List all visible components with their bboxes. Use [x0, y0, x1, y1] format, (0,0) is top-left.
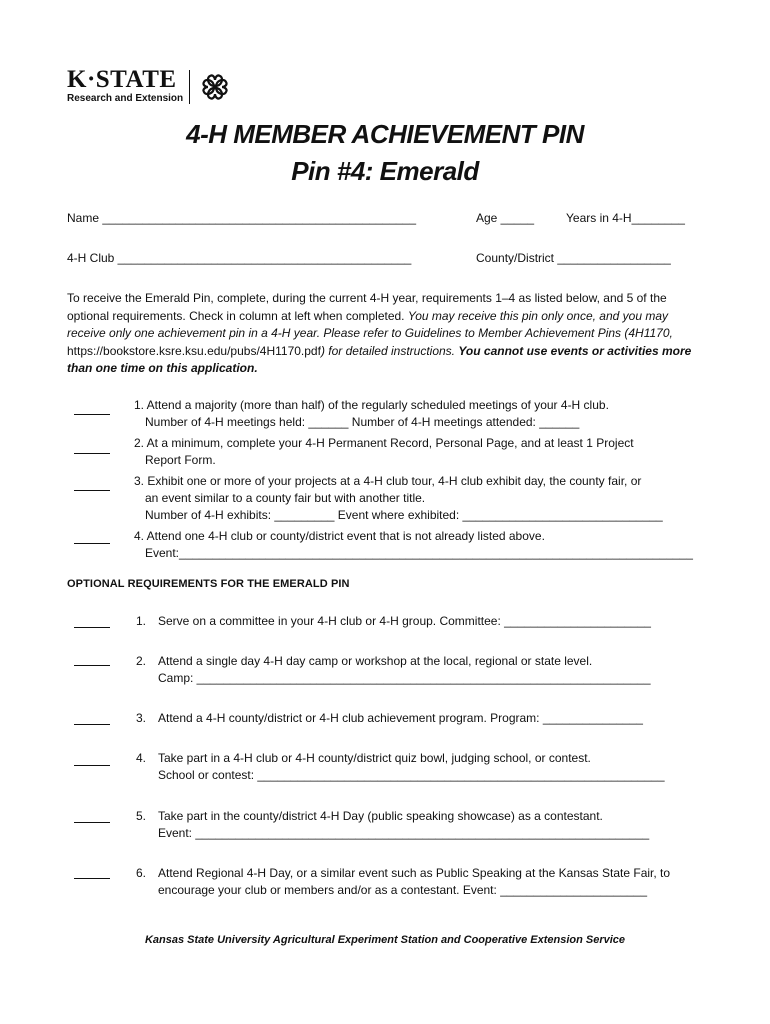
requirement-subtext[interactable]: Number of 4-H meetings held: ______ Number of 4-H meetings attended: ______ [145, 415, 580, 429]
optional-requirement-5 [136, 808, 701, 842]
requirement-fields[interactable]: Number of 4-H exhibits: _________ Event where exhibited: ______________________________ [145, 508, 663, 522]
optional-requirement-2 [136, 653, 701, 687]
optional-check-line-6[interactable] [74, 878, 110, 879]
requirement-2 [134, 435, 699, 469]
requirement-text: 2. At a minimum, complete your 4-H Permanent Record, Personal Page, and at least 1 Project [134, 436, 634, 450]
optional-requirement-3 [136, 710, 701, 727]
intro-italic: You may receive this pin only once, and you may receive only one achievement pin in a 4-H year. Please refer to Guidelines to Member Achievement Pins (4H1170, [67, 308, 673, 340]
item-number: 1. [136, 614, 147, 628]
optional-text: Take part in the county/district 4-H Day (public speaking showcase) as a contestant. [158, 809, 603, 823]
requirement-4 [134, 528, 699, 562]
county-district-field[interactable]: County/District _________________ [476, 251, 671, 265]
check-line-2[interactable] [74, 453, 110, 454]
camp-field[interactable]: Camp: ____________________________________________________________________ [158, 671, 651, 685]
optional-text: Take part in a 4-H club or 4-H county/district quiz bowl, judging school, or contest. [158, 751, 591, 765]
optional-check-line-4[interactable] [74, 765, 110, 766]
optional-text[interactable]: Serve on a committee in your 4-H club or 4-H group. Committee: ______________________ [158, 614, 651, 628]
optional-requirement-6 [136, 865, 701, 899]
page-title: 4-H MEMBER ACHIEVEMENT PIN [186, 119, 584, 149]
optional-requirement-1 [136, 613, 701, 630]
svg-text:H: H [212, 84, 218, 92]
page-subtitle: Pin #4: Emerald [291, 156, 479, 186]
optional-check-line-2[interactable] [74, 665, 110, 666]
age-field[interactable]: Age _____ [476, 211, 535, 225]
club-field[interactable]: 4-H Club ____________________________________________ [67, 251, 412, 265]
requirement-1 [134, 397, 699, 431]
requirement-text: 1. Attend a majority (more than half) of the regularly scheduled meetings of your 4-H club. [134, 398, 609, 412]
requirement-text: 3. Exhibit one or more of your projects at a 4-H club tour, 4-H club exhibit day, the county fair, or [134, 474, 642, 488]
four-leaf-clover-icon [198, 70, 232, 104]
optional-requirement-4 [136, 750, 701, 784]
optional-text: Attend a single day 4-H day camp or workshop at the local, regional or state level. [158, 654, 593, 668]
check-line-1[interactable] [74, 414, 110, 415]
logo-wordmark: K·STATE [67, 66, 177, 93]
optional-check-line-1[interactable] [74, 627, 110, 628]
optional-text[interactable]: Attend a 4-H county/district or 4-H club achievement program. Program: _______________ [158, 711, 643, 725]
requirement-fields[interactable]: Event:_____________________________________________________________________________ [145, 546, 693, 560]
item-number: 2. [136, 654, 147, 668]
guidelines-link[interactable]: https://bookstore.ksre.ksu.edu/pubs/4H1170.pdf [67, 343, 321, 358]
item-number: 3. [136, 711, 147, 725]
item-number: 6. [136, 866, 147, 880]
name-field[interactable]: Name _______________________________________________ [67, 211, 417, 225]
event-field[interactable]: encourage your club or members and/or as a contestant. Event: ______________________ [158, 883, 648, 897]
requirement-subtext: Report Form. [145, 453, 216, 467]
check-line-3[interactable] [74, 490, 110, 491]
item-number: 4. [136, 751, 147, 765]
school-or-contest-field[interactable]: School or contest: _____________________________________________________________ [158, 768, 665, 782]
logo-divider [189, 70, 190, 104]
intro-text: To receive the Emerald Pin, complete, during the current 4-H year, requirements 1–4 as listed below, and 5 of the optional requirements. Check in column at left when completed. [67, 291, 667, 323]
footer-text: Kansas State University Agricultural Experiment Station and Cooperative Extension Service [144, 934, 626, 946]
item-number: 5. [136, 809, 147, 823]
requirement-text: 4. Attend one 4-H club or county/district event that is not already listed above. [134, 529, 545, 543]
optional-requirements-heading: OPTIONAL REQUIREMENTS FOR THE EMERALD PIN [67, 578, 350, 590]
optional-text: Attend Regional 4-H Day, or a similar event such as Public Speaking at the Kansas State Fair, to [158, 866, 671, 880]
intro-warning: You cannot use events or activities more than one time on this application. [67, 343, 692, 375]
check-line-4[interactable] [74, 543, 110, 544]
years-in-4h-field[interactable]: Years in 4-H________ [566, 211, 685, 225]
requirement-subtext: an event similar to a county fair but with another title. [145, 491, 426, 505]
event-field[interactable]: Event: ____________________________________________________________________ [158, 826, 650, 840]
optional-check-line-3[interactable] [74, 724, 110, 725]
optional-check-line-5[interactable] [74, 822, 110, 823]
instructions-paragraph [67, 290, 697, 378]
requirement-3 [134, 473, 699, 524]
intro-italic-2: ) for detailed instructions. [320, 343, 459, 358]
logo-subtitle: Research and Extension [67, 93, 184, 104]
